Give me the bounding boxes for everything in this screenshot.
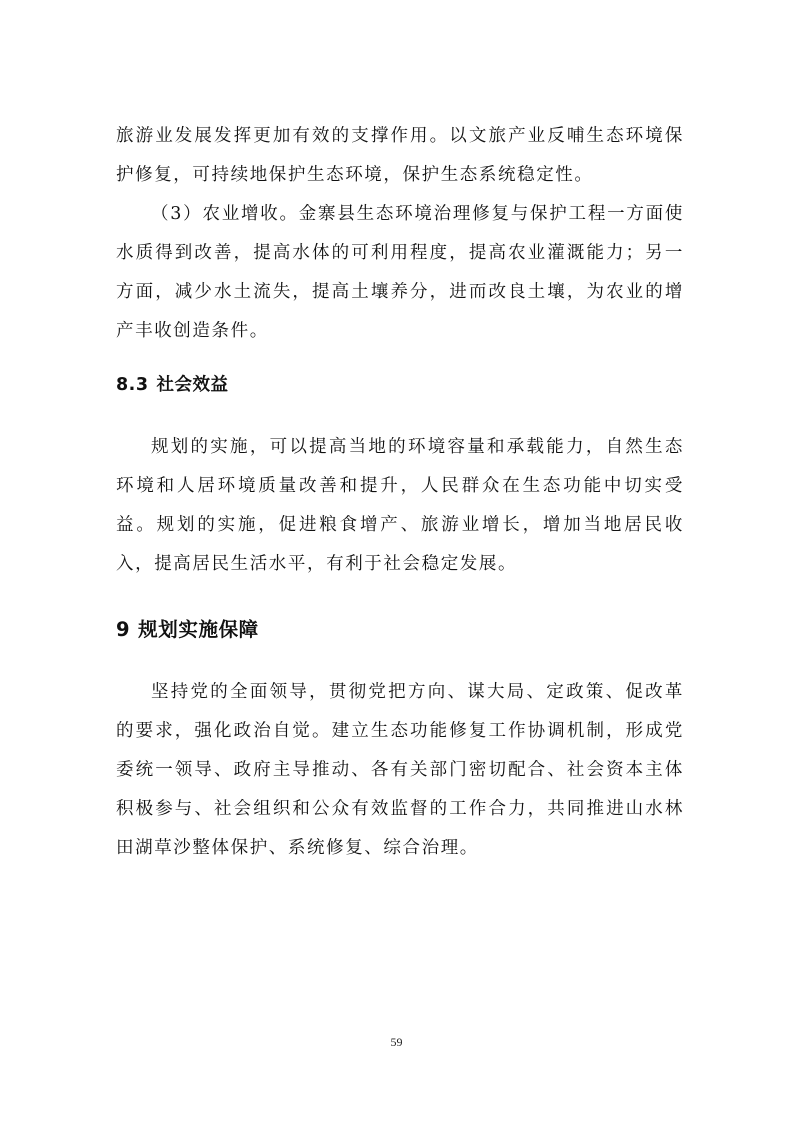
section-number: 9 xyxy=(116,618,131,641)
section-title: 社会效益 xyxy=(156,375,229,395)
section-heading-8-3 xyxy=(116,372,229,398)
paragraph-implementation-guarantee: 坚持党的全面领导，贯彻党把方向、谋大局、定政策、促改革的要求，强化政治自觉。建立生态功能修复工作协调机制，形成党委统一领导、政府主导推动、各有关部门密切配合、社会资本主体积极参与、社会组织和公众有效监督的工作合力，共同推进山水林田湖草沙整体保护、系统修复、综合治理。 xyxy=(116,682,684,858)
section-title: 规划实施保障 xyxy=(138,618,259,641)
paragraph-social-benefits: 规划的实施，可以提高当地的环境容量和承载能力，自然生态环境和人居环境质量改善和提升，人民群众在生态功能中切实受益。规划的实施，促进粮食增产、旅游业增长，增加当地居民收入，提高居民生活水平，有利于社会稳定发展。 xyxy=(116,437,684,574)
section-number: 8.3 xyxy=(116,375,149,395)
paragraph-tourism-support: 旅游业发展发挥更加有效的支撑作用。以文旅产业反哺生态环境保护修复，可持续地保护生态环境，保护生态系统稳定性。 xyxy=(116,126,684,185)
page-number: 59 xyxy=(390,1035,403,1049)
paragraph-agriculture-income: （3）农业增收。金寨县生态环境治理修复与保护工程一方面使水质得到改善，提高水体的可利用程度，提高农业灌溉能力；另一方面，减少水土流失，提高土壤养分，进而改良土壤，为农业的增产丰收创造条件。 xyxy=(116,204,684,341)
section-heading-9 xyxy=(116,616,259,644)
